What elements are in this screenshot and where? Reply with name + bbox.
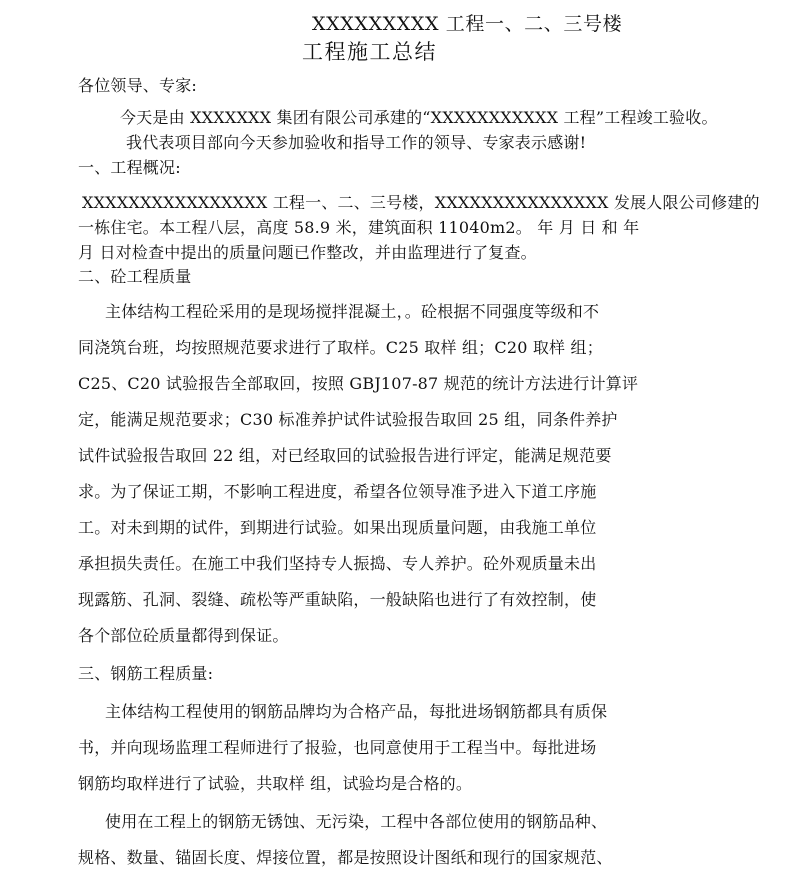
- concrete-line: 各个部位砼质量都得到保证。: [78, 626, 289, 645]
- overview-line: 月 日对检查中提出的质量问题已作整改，并由监理进行了复查。: [78, 243, 537, 262]
- section-heading-concrete: 二、砼工程质量: [78, 267, 192, 286]
- concrete-line: 现露筋、孔洞、裂缝、疏松等严重缺陷，一般缺陷也进行了有效控制，使: [78, 590, 597, 609]
- rebar-line: 书，并向现场监理工程师进行了报验，也同意使用于工程当中。每批进场: [78, 738, 597, 757]
- overview-line: 一栋住宅。本工程八层，高度 58.9 米，建筑面积 11040m2。 年 月 日 和 年: [78, 218, 640, 237]
- section-heading-overview: 一、工程概况:: [78, 158, 181, 177]
- concrete-line: 试件试验报告取回 22 组，对已经取回的试验报告进行评定，能满足规范要: [78, 446, 612, 465]
- concrete-line: 同浇筑台班，均按照规范要求进行了取样。C25 取样 组；C20 取样 组；: [78, 338, 603, 357]
- rebar-line: 使用在工程上的钢筋无锈蚀、无污染，工程中各部位使用的钢筋品种、: [105, 812, 608, 831]
- intro-line: 我代表项目部向今天参加验收和指导工作的领导、专家表示感谢!: [126, 133, 587, 152]
- document-title: 工程施工总结: [302, 40, 437, 64]
- rebar-line: 规格、数量、锚固长度、焊接位置，都是按照设计图纸和现行的国家规范、: [78, 848, 613, 867]
- concrete-line: C25、C20 试验报告全部取回，按照 GBJ107-87 规范的统计方法进行计算评: [78, 374, 639, 393]
- greeting: 各位领导、专家:: [78, 76, 197, 95]
- intro-line: 今天是由 XXXXXXX 集团有限公司承建的“XXXXXXXXXXX 工程”工程竣工验收。: [120, 108, 718, 127]
- concrete-line: 定，能满足规范要求；C30 标准养护试件试验报告取回 25 组，同条件养护: [78, 410, 618, 429]
- rebar-line: 主体结构工程使用的钢筋品牌均为合格产品，每批进场钢筋都具有质保: [105, 702, 608, 721]
- concrete-line: 求。为了保证工期，不影响工程进度，希望各位领导准予进入下道工序施: [78, 482, 597, 501]
- concrete-line: 工。对未到期的试件，到期进行试验。如果出现质量问题，由我施工单位: [78, 518, 597, 537]
- concrete-line: 主体结构工程砼采用的是现场搅拌混凝土，。砼根据不同强度等级和不: [105, 302, 600, 321]
- rebar-line: 钢筋均取样进行了试验，共取样 组，试验均是合格的。: [78, 774, 473, 793]
- concrete-line: 承担损失责任。在施工中我们坚持专人振捣、专人养护。砼外观质量未出: [78, 554, 597, 573]
- overview-line: XXXXXXXXXXXXXXXX 工程一、二、三号楼，XXXXXXXXXXXXXXX 发展人限公司修建的: [82, 193, 760, 212]
- document-title-project: XXXXXXXXX 工程一、二、三号楼: [312, 13, 623, 35]
- section-heading-rebar: 三、钢筋工程质量:: [78, 664, 214, 683]
